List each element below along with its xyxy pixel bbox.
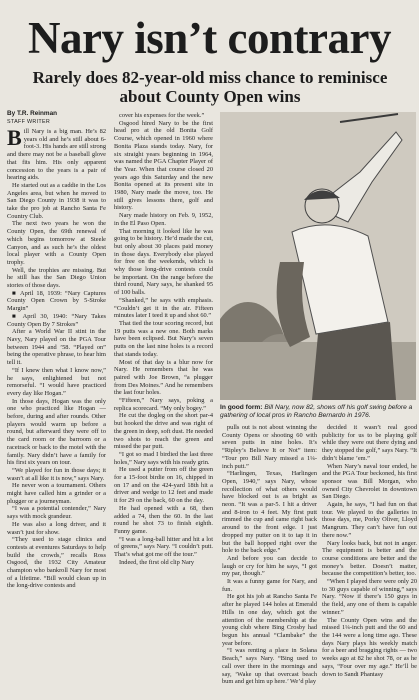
article-paragraph (114, 451, 213, 466)
headline: Nary isn’t contrary (28, 13, 391, 63)
paragraph-text: Indeed, the first old clip Nary (119, 558, 195, 566)
article-column-3 (222, 424, 317, 700)
article-paragraph (114, 228, 213, 297)
article-column-2 (114, 112, 213, 700)
article-paragraph (114, 536, 213, 559)
paragraph-text: “Shanked,” he says with emphasis. “Couldn’t get it in the air. Fifteen minutes later I teed it up and shot 60.” (114, 296, 213, 320)
article-paragraph (7, 482, 106, 505)
paragraph-text: He had opened with a 68, then added a 74, then the 60. In the last round he shot 73 to finish eighth. Funny game. (114, 504, 213, 535)
article-paragraph (114, 212, 213, 227)
deck: Rarely does 82-year-old miss chance to reminisce about County Open wins (32, 68, 388, 106)
article-column-1 (7, 125, 106, 700)
paragraph-text: “I was renting a place in Solana Beach,” says Nary. “Bing used to call over there in the mornings and say, ‘Wake up that overcast beach bum and get him up here.’ We’d play (222, 647, 317, 686)
article-paragraph (114, 412, 213, 451)
article-paragraph (114, 466, 213, 505)
paragraph-text: “I was a potential contender,” Nary says with mock grandeur. (7, 505, 106, 521)
paragraph-text: After a World War II stint in the Navy, Nary played on the PGA Tour between 1944 and ’58. “Played on” being the operative phrase, to hear him tell it. (7, 328, 106, 367)
golfer-photo-illustration (220, 112, 416, 400)
article-paragraph (114, 559, 213, 567)
paragraph-text: “They used to stage clinics and contests at eventures Saturdays to help build the crowds,” recalls Ross Osgood, the 1932 City Amateur champion who bankroll Nary for most of a lifetime. “Bill would clean up in the long-drive contests and (7, 536, 106, 590)
article-paragraph (222, 470, 317, 555)
article-paragraph (7, 182, 106, 221)
paragraph-text: Nary made history on Feb. 9, 1952, in the El Paso Open. (114, 212, 213, 227)
paragraph-text: Nary looks back, but not in anger. The equipment is better and the course conditions are better and the money’s better. Doesn’t matter, because the competition’s better, too. (322, 539, 417, 578)
article-paragraph (222, 647, 317, 686)
paragraph-text: He never won a tournament. Others might have called him a grinder or a plugger or a journeyman. (7, 482, 106, 505)
article-paragraph (114, 397, 213, 412)
golfer-photo (220, 112, 416, 400)
paragraph-text: Well, the trophies are missing. But he still has the San Diego Union stories of those days. (7, 266, 106, 290)
paragraph-text: In those days, Hogan was the only one who practiced like Hogan — before, during and after rounds. Other players would warm up before a round, but afterward they were off to the card room or the barroom or a racetrack or back to the motel with the family. Nary didn’t have a family for his first six years on tour. (7, 397, 106, 467)
byline-author: By T.R. Reinman (7, 110, 58, 117)
paragraph-text: He was also a long driver, and it wasn’t just for show. (7, 520, 106, 536)
article-paragraph (322, 424, 417, 463)
article-paragraph (7, 125, 106, 182)
article-paragraph (7, 220, 106, 266)
article-column-4 (322, 424, 417, 700)
article-paragraph (7, 267, 106, 290)
paragraph-text: The next two years he won the County Open, the 69th renewal of which begins tomorrow at Steele Canyon, and as such he’s the oldest local player with a County Open trophy. (7, 220, 106, 266)
article-paragraph (7, 536, 106, 590)
paragraph-text: Most of that day is a blur now for Nary. He remembers that he was paired with Joe Brown, “a plugger from Des Moines.” And he remembers the last four holes. (114, 358, 213, 397)
article-paragraph (7, 398, 106, 467)
paragraph-text: decided it wasn’t real good publicity for us to be playing golf while they were out there dying and they stopped the golf,” says Nary. “It didn’t blame ’em.” (322, 424, 417, 462)
article-paragraph (222, 578, 317, 593)
article-paragraph (114, 359, 213, 398)
article-paragraph (222, 555, 317, 578)
paragraph-text: He used a putter from off the green for a 15-foot birdie on 16, chipped in on 17 and on the 424-yard 18th hit a driver and wedge to 12 feet and made it for 29 on the back, 60 on the day. (114, 466, 213, 505)
article-paragraph (222, 593, 317, 647)
paragraph-text: That tied the tour scoring record, but 19 putts was a new one. Both marks have been eclipsed. But Nary’s seven putts on the last nine holes is a record that stands today. (114, 319, 213, 358)
article-paragraph (114, 112, 213, 120)
paragraph-text: ■ April 18, 1939: “Nary Captures County Open Crown by 5-Stroke Margin” (7, 289, 106, 313)
paragraph-text: Osgood hired Nary to be the first head pro at the old Bonita Golf Course, which opened in 1960 where Bonita Plaza stands today. Nary, for six straight years beginning in 1964, was named the PGA Chapter Player of the Year. When that course closed 20 years ago this Saturday and the new Bonita opened at its present site in 1980, Nary made the move, too. He still gives lessons there, golf and history. (114, 119, 213, 212)
byline (7, 110, 127, 126)
paragraph-text: ill Nary is a big man. He’s 82 years old and he’s still about 6-foot-3. His hands are still strong and there may not be a baseball glove that fits him. His only apparent concession to the years is a pair of hearing aids. (7, 128, 106, 182)
paragraph-text: cover his expenses for the week.” (119, 112, 205, 119)
article-paragraph (322, 617, 417, 679)
article-paragraph (7, 367, 106, 398)
paragraph-text: ■ April 30, 1940: “Nary Takes County Open By 7 Strokes” (7, 312, 106, 328)
paragraph-text: “We played for fun in those days; it wasn’t at all like it is now,” says Nary. (7, 466, 106, 482)
article-paragraph (7, 467, 106, 482)
article-paragraph (322, 501, 417, 540)
paragraph-text: When Nary’s naval tour ended, he and the PGA Tour beckoned, his first sponsor was Bill Morgan, who owned City Chevrolet in downtown San Diego. (322, 462, 417, 501)
paragraph-text: “I got so mad I birdied the last three holes,” Nary says with his ready grin. (114, 450, 213, 466)
paragraph-text: pulls out is not about winning the County Opens or shooting 60 with seven putts in nine holes. It’s “Ripley’s Believe It or Not” item: “Tour pro Bill Nary missed a 1¼-inch putt.” (222, 424, 317, 470)
article-paragraph (7, 313, 106, 328)
byline-role: STAFF WRITER (7, 119, 51, 125)
paragraph-text: He got his job at Rancho Santa Fe after he played 144 holes at Emerald Hills in one day, which got the attention of the membership at the young club where Bing Crosby had begun his annual “Clambake” the year before. (222, 593, 317, 647)
paragraph-text: “Harlingen, Texas, Harlingen Open, 1940,” says Nary, whose recollection of what others would have blocked out is as bright as neon. “It was a par-5. I hit a driver and 8-iron to 4 feet. My first putt rimmed the cup and came right back around to the front edge. I just dropped my putter on it to tap it in but the ball hopped right over the hole to the back edge.” (222, 470, 317, 555)
article-paragraph (7, 328, 106, 367)
paragraph-text: “I was a long-ball hitter and hit a lot of greens,” says Nary. “I couldn’t putt. That’s what got me off the tour.” (114, 535, 213, 559)
article-paragraph (114, 297, 213, 320)
article-paragraph (222, 424, 317, 470)
article-paragraph (114, 120, 213, 212)
paragraph-text: And before you can decide to laugh or cry for him he says, “I got my par, though.” (222, 554, 317, 578)
paragraph-text: The County Open wins and the missed 1¼-inch putt and the 60 and the 144 were a long time ago. These days Nary plays his weekly match for a beer and bragging rights — two weeks ago at 82 he shot 78, or as he says, “Four over my age.” He’ll be down to Sandi Phantasy (322, 616, 417, 678)
photo-caption (220, 404, 416, 420)
paragraph-text: Again, he says, “I had fun on that tour. We played to the galleries in those days, me, Porky Oliver, Lloyd Mangrum. They can’t have fun out there now.” (322, 501, 417, 539)
article-paragraph (7, 521, 106, 536)
article-paragraph (7, 290, 106, 313)
article-paragraph (322, 578, 417, 617)
paragraph-text: He cut the dogleg on the short par-4 but hooked the drive and was right of the green in deep, soft dust. He needed two shots to reach the green and missed the par putt. (114, 412, 213, 451)
article-paragraph (7, 505, 106, 520)
drop-cap: B (7, 125, 22, 150)
paragraph-text: That morning it looked like he was going to be history. He’d made the cut, but only about 30 places paid money in those days. Everybody else played for free on the weekends, which is why those long-drive contests could be important. On the range before the third round, Nary says, he shanked 95 of 100 balls. (114, 227, 213, 297)
article-paragraph (322, 540, 417, 579)
paragraph-text: It was a funny game for Nary, and fun. (222, 578, 317, 593)
caption-lead: In good form: (220, 404, 263, 411)
article-paragraph (114, 320, 213, 359)
article-paragraph (322, 463, 417, 502)
paragraph-text: “If I knew then what I know now,” he says, enlightened but not remorseful. “I would have practiced every day like Hogan.” (7, 366, 106, 397)
article-paragraph (114, 505, 213, 536)
caption-text: Bill Nary, now 82, shows off his golf swing before a gathering of local pros in Rancho Bernardo in 1976. (220, 404, 413, 419)
paragraph-text: He started out as a caddie in the Los Angeles area, but when he moved to San Diego County in 1938 it was to take the pro job at Rancho Santa Fe Country Club. (7, 181, 106, 220)
paragraph-text: “When I played there were only 20 to 30 guys capable of winning,” says Nary. “Now if there’s 150 guys in the field, any one of them is capable winner.” (322, 578, 417, 616)
paragraph-text: “Fifteen,” Nary says, poking a replica scorecard. “My only bogey.” (114, 397, 213, 412)
